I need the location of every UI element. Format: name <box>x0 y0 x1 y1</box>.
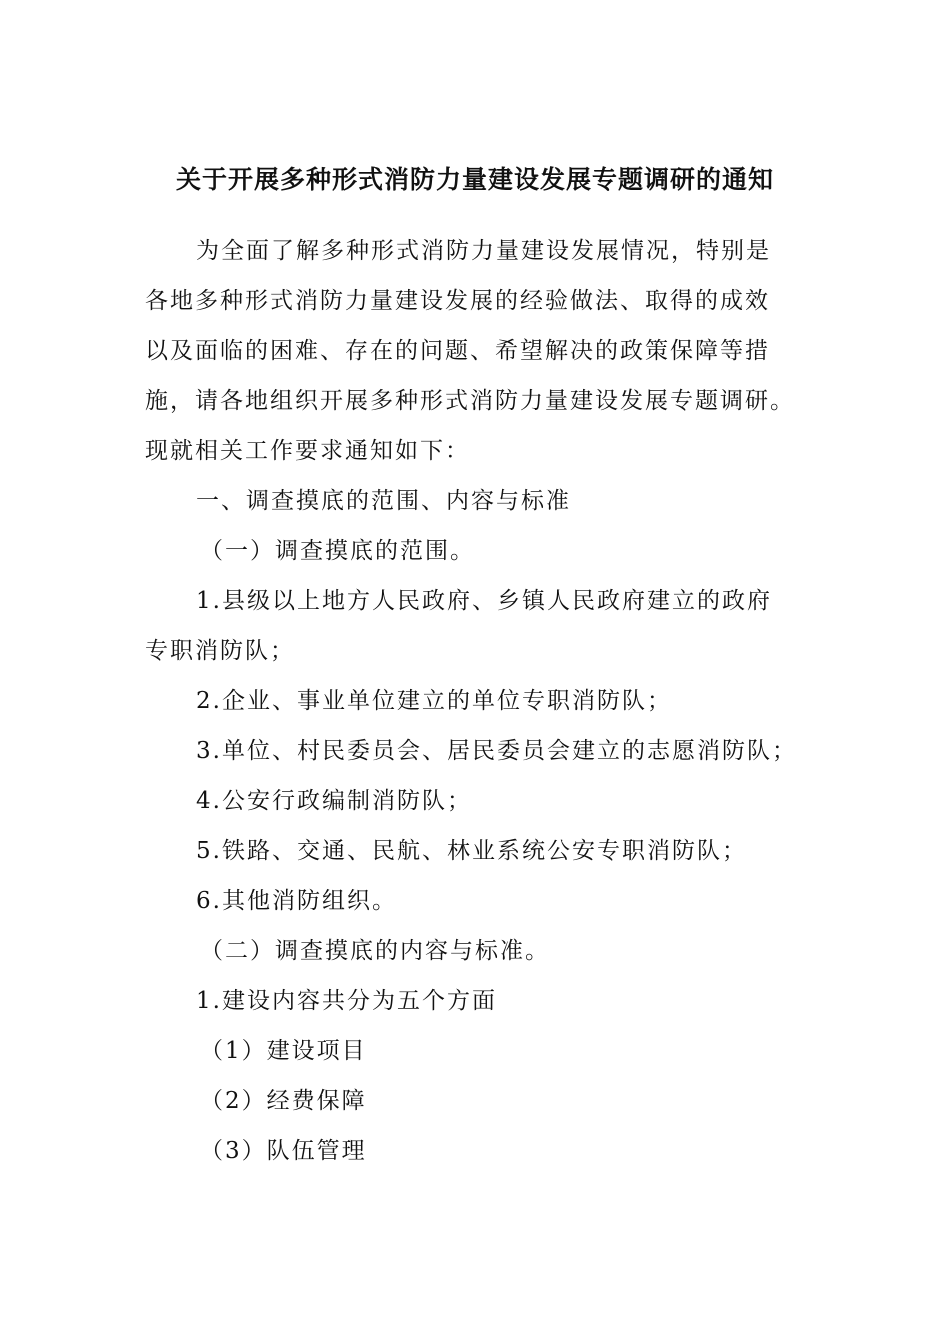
document-title: 关于开展多种形式消防力量建设发展专题调研的通知 <box>175 165 774 194</box>
intro-line-4: 施，请各地组织开展多种形式消防力量建设发展专题调研。 <box>145 388 795 414</box>
subsection-heading-1: （一）调查摸底的范围。 <box>200 538 475 564</box>
intro-line-1: 为全面了解多种形式消防力量建设发展情况，特别是 <box>196 238 771 264</box>
aspect-item-3: （3）队伍管理 <box>200 1138 367 1164</box>
scope-item-5: 5.铁路、交通、民航、林业系统公安专职消防队； <box>196 838 747 864</box>
aspect-item-1: （1）建设项目 <box>200 1038 367 1064</box>
scope-item-1: 1.县级以上地方人民政府、乡镇人民政府建立的政府 <box>196 588 772 614</box>
scope-item-3: 3.单位、村民委员会、居民委员会建立的志愿消防队； <box>196 738 797 764</box>
intro-line-2: 各地多种形式消防力量建设发展的经验做法、取得的成效 <box>145 288 770 314</box>
scope-item-6: 6.其他消防组织。 <box>196 888 397 914</box>
aspect-item-2: （2）经费保障 <box>200 1088 367 1114</box>
scope-item-1-cont: 专职消防队； <box>145 638 295 664</box>
intro-line-5: 现就相关工作要求通知如下： <box>145 438 470 464</box>
subsection-heading-2: （二）调查摸底的内容与标准。 <box>200 938 550 964</box>
section-heading-1: 一、调查摸底的范围、内容与标准 <box>196 488 571 514</box>
scope-item-4: 4.公安行政编制消防队； <box>196 788 472 814</box>
scope-item-2: 2.企业、事业单位建立的单位专职消防队； <box>196 688 672 714</box>
content-item-1: 1.建设内容共分为五个方面 <box>196 988 497 1014</box>
intro-line-3: 以及面临的困难、存在的问题、希望解决的政策保障等措 <box>145 338 770 364</box>
